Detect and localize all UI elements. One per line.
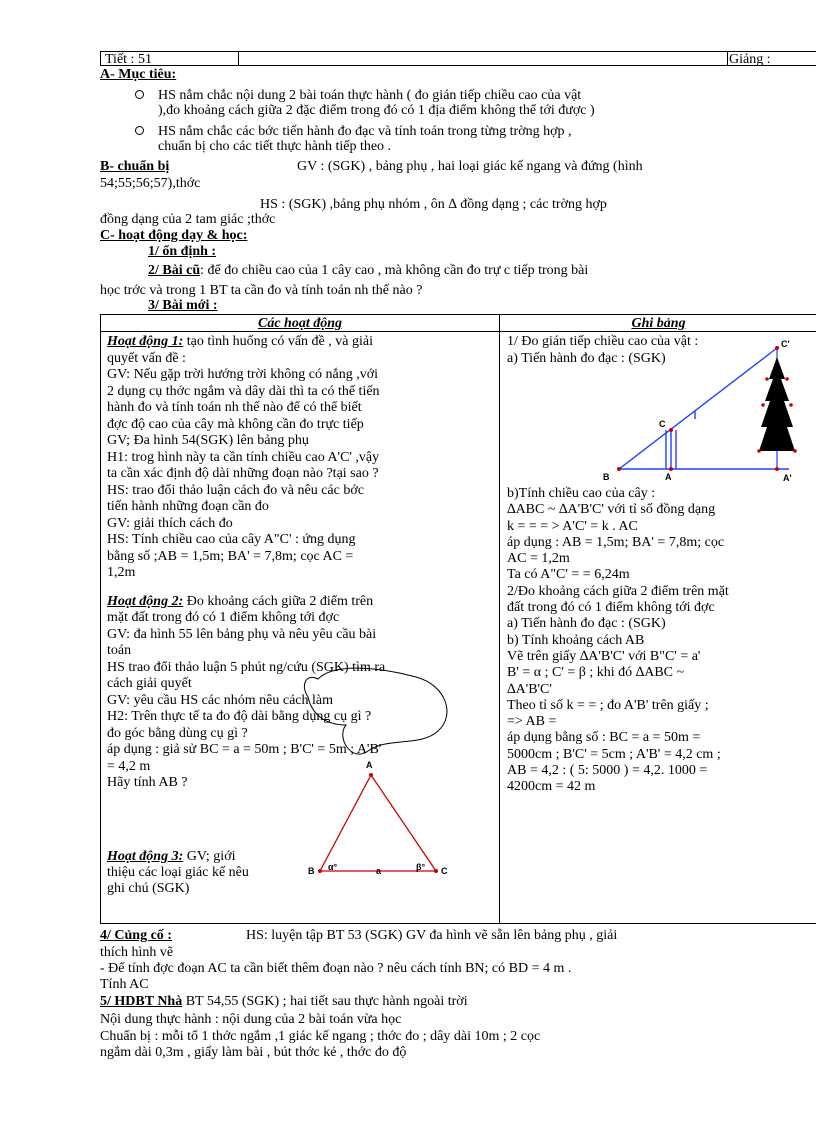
label-beta: β° [416,862,426,872]
objective-2-line-2: chuẩn bị cho các tiết thực hành tiếp theo . [158,139,392,154]
step-2-text: : để đo chiều cao của 1 cây cao , mà không cần đo trự c tiếp trong bài [200,263,589,278]
section-4-line-4: Tính AC [100,977,149,992]
section-c-title: C- hoạt động dạy & học: [100,228,248,243]
header-box [100,51,816,66]
activity-3-block: Hoạt động 3: GV; giới thiệu các loại giác kế nêu ghi chú (SGK) [107,849,249,896]
label-a-prime: A' [783,473,792,483]
section-4-line-1: HS: luyện tập BT 53 (SGK) GV đa hình vẽ sẵn lên bảng phụ , giải [246,928,618,943]
board-part-2: b)Tính chiều cao của cây : ∆ABC ~ ∆A'B'C' với tỉ số đồng dạng k = = = > A'C' = k . AC áp dụng : AB = 1,5m; BA' = 7,8m; cọc AC = 1,2m Ta có A"C' = = 6,24m 2/Đo khoảng cách giữa 2 điểm trên mặt đất trong đó có 1 điểm không tới đợc a) Tiến hành đo đạc : (SGK) b) Tính khoảng cách AB Vẽ trên giấy ∆A'B'C' với B"C' = a' B' = α ; C' = β ; khi đó ∆ABC ~ ∆A'B'C' Theo tỉ số k = = ; đo A'B' trên giấy ; => AB = áp dụng bằng số : BC = a = 50m = 5000cm ; B'C' = 5cm ; A'B' = 4,2 cm ; AB = 4,2 : ( 5: 5000 ) = 4,2. 1000 = 4200cm = 42 m [507,486,729,795]
prep-gv-line-2: 54;55;56;57),thớc [100,176,201,191]
point-c [434,869,438,873]
prep-hs-line-1: HS : (SGK) ,bảng phụ nhóm , ôn ∆ đồng dạng ; các trờng hợp [260,197,607,212]
label-alpha: α° [328,862,338,872]
section-5-line-4: ngắm dài 0,3m , giấy làm bài , bút thớc kẻ , thớc đo độ [100,1045,407,1060]
section-4-line-3: - Để tính đợc đoạn AC ta cần biết thêm đoạn nào ? nêu cách tính BN; có BD = 4 m . [100,961,572,976]
section-5-title: 5/ HDBT Nhà [100,994,183,1009]
lesson-label: Tiết : 51 [105,52,152,67]
unreachable-area-outline [304,668,447,754]
step-2-title: 2/ Bài cũ [148,263,201,278]
point-b [318,869,322,873]
activity-2-label: Hoạt động 2: [107,593,184,609]
section-4-title: 4/ Củng cố : [100,928,172,943]
label-a: A [665,472,672,482]
section-a-title: A- Mục tiêu: [100,67,177,82]
teach-label: Giảng : [729,52,771,67]
col-header-board: Ghi bảng [631,316,686,331]
point-a [369,773,373,777]
left-column: Hoạt động 1: tạo tình huống có vấn đề , và giải quyết vấn đề : GV: Nếu gặp trời hướng trời không có nắng ,với 2 dụng cụ thớc ngắm và dây dài thì ta có thể tiến hành đo và tính toán nh thế nào để có thể biết đợc độ cao của cây mà không cần đo trực tiếp GV; Đa hình 54(SGK) lên bảng phụ H1: trog hình này ta cần tính chiều cao A'C' ,vậy ta cần xác định độ dài những đoạn nào ?tại sao ? HS: trao đổi thảo luận cách đo và nêu các bớc tiến hành những đoạn cần đo GV: giải thích cách đo HS: Tính chiều cao của cây A"C' : ứng dụng bằng số ;AB = 1,5m; BA' = 7,8m; cọc AC = 1,2m Hoạt động 2: Đo khoảng cách giữa 2 điểm trên mặt đất trong đó có 1 điểm không tới đợc GV: đa hình 55 lên bảng phụ và nêu yêu cầu bài toán HS trao đổi thảo luận 5 phút ng/cứu (SGK) tìm ra cách giải quyết GV: yêu cầu HS các nhóm nêu cách làm H2: Trên thực tế ta đo độ dài bằng dụng cụ gì ? đo góc bằng dùng cụ gì ? áp dụng : giả sử BC = a = 50m ; B'C' = 5m ; A'B' = 4,2 m Hãy tính AB ? [107,334,386,790]
section-5-line-1: BT 54,55 (SGK) ; hai tiết sau thực hành ngoài trời [182,994,468,1009]
section-4-line-2: thích hình vẽ [100,945,174,960]
col-header-activities: Các hoạt động [257,316,342,331]
label-side-a: a [376,866,382,876]
prep-gv-line-1: GV : (SGK) , bảng phụ , hai loại giác kế ngang và đứng (hình [297,159,643,174]
label-c: C [441,866,448,876]
activity-table [100,314,816,924]
step-1-title: 1/ ổn định : [148,244,217,259]
label-b: B [308,866,315,876]
step-3-title: 3/ Bài mới : [148,298,218,313]
height-figure [599,339,816,489]
step-2-text-line-2: học trớc và trong 1 BT ta cần đo và tính toán nh thế nào ? [100,283,423,298]
objective-1-line-1: HS nắm chắc nội dung 2 bài toán thực hành ( đo gián tiếp chiều cao của vật [158,88,582,103]
board-part-1: 1/ Đo gián tiếp chiều cao của vật : a) Tiến hành đo đạc : (SGK) [507,334,699,366]
triangle-figure [296,665,496,893]
bullet-icon [135,90,144,99]
label-a: A [366,760,373,770]
objective-1-line-2: ),đo khoảng cách giữa 2 đặc điểm trong đó có 1 địa điểm không thể tới được ) [158,103,595,118]
bullet-icon [135,126,144,135]
sight-line [619,348,777,469]
label-c-prime: C' [781,339,790,349]
side-ab [320,775,371,871]
activity-3-label: Hoạt động 3: [107,849,184,864]
activity-1-label: Hoạt động 1: [107,334,184,349]
label-c: C [659,419,666,429]
label-b: B [603,472,610,482]
side-ac [371,775,436,871]
prep-hs-line-2: đồng dạng của 2 tam giác ;thớc [100,212,276,227]
section-b-title: B- chuẩn bị [100,159,170,174]
section-5-line-2: Nội dung thực hành : nội dung của 2 bài toán vừa học [100,1012,402,1027]
section-5-line-3: Chuẩn bị : mỗi tổ 1 thớc ngắm ,1 giác kế ngang ; thớc đo ; dây dài 10m ; 2 cọc [100,1029,541,1044]
objective-2-line-1: HS nắm chắc các bớc tiến hành đo đạc và tính toán trong từng trờng hợp , [158,124,572,139]
